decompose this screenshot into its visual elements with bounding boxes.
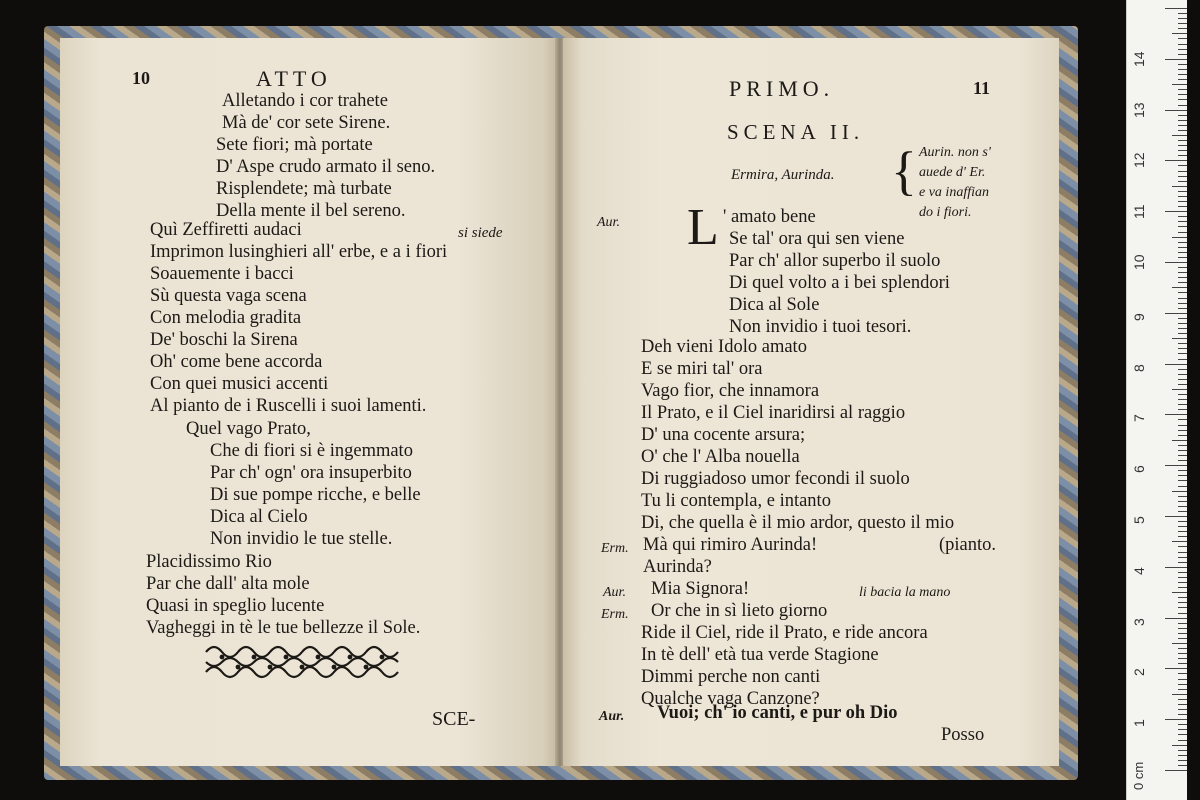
ruler-tick xyxy=(1178,54,1187,55)
ruler-tick xyxy=(1178,267,1187,268)
stage-direction: li bacia la mano xyxy=(859,585,951,600)
ruler-tick xyxy=(1178,546,1187,547)
ruler-number: 9 xyxy=(1131,313,1147,321)
ruler-number: 12 xyxy=(1131,152,1147,169)
speaker-label: Erm. xyxy=(601,541,629,556)
verse-line: Della mente il bel sereno. xyxy=(216,201,406,221)
ruler-tick xyxy=(1178,181,1187,182)
ruler-tick xyxy=(1178,272,1187,273)
ruler-tick xyxy=(1178,303,1187,304)
ruler-tick xyxy=(1178,221,1187,222)
ruler-tick xyxy=(1178,648,1187,649)
verse-line: Oh' come bene accorda xyxy=(150,352,323,372)
ruler-tick xyxy=(1178,379,1187,380)
brace-glyph: { xyxy=(891,141,917,201)
verse-line: Par ch' ogn' ora insuperbito xyxy=(210,463,412,483)
drop-cap: L xyxy=(687,199,719,256)
ruler-tick xyxy=(1172,33,1187,34)
ruler-tick xyxy=(1172,338,1187,339)
ruler-tick xyxy=(1178,445,1187,446)
ruler-tick xyxy=(1178,323,1187,324)
page-header: ATTO xyxy=(256,66,332,91)
ruler-tick xyxy=(1165,618,1187,619)
ruler-tick xyxy=(1178,699,1187,700)
ruler-tick xyxy=(1172,186,1187,187)
ruler-tick xyxy=(1165,8,1187,9)
verse-line: Dica al Cielo xyxy=(210,507,308,527)
ruler-number: 14 xyxy=(1131,51,1147,67)
scene-heading: SCENA II. xyxy=(727,120,865,144)
ruler-tick xyxy=(1178,120,1187,121)
brace-note-line: auede d' Er. xyxy=(919,165,986,180)
verse-line: Alletando i cor trahete xyxy=(222,91,388,111)
ruler-tick xyxy=(1178,155,1187,156)
verse-line: Con melodia gradita xyxy=(150,308,302,328)
ruler-tick xyxy=(1178,653,1187,654)
ruler-tick xyxy=(1165,567,1187,568)
right-page xyxy=(563,38,1059,766)
page-number: 10 xyxy=(132,68,150,88)
ruler-tick xyxy=(1178,552,1187,553)
speaker-label: Aur. xyxy=(599,709,625,724)
ruler-tick xyxy=(1172,84,1187,85)
ruler-tick xyxy=(1165,770,1187,771)
verse-line: D' una cocente arsura; xyxy=(641,425,806,445)
ruler-tick xyxy=(1178,734,1187,735)
ruler-tick xyxy=(1178,140,1187,141)
ruler-tick xyxy=(1178,115,1187,116)
ruler-tick xyxy=(1178,740,1187,741)
ruler-tick xyxy=(1178,531,1187,532)
ruler-tick xyxy=(1178,663,1187,664)
ruler-tick xyxy=(1172,491,1187,492)
verse-line: Posso xyxy=(941,725,985,745)
ruler-tick xyxy=(1178,79,1187,80)
verse-line: Tu li contempla, e intanto xyxy=(641,491,831,511)
verse-line: Vagheggi in tè le tue bellezze il Sole. xyxy=(146,618,421,638)
ruler-tick xyxy=(1178,242,1187,243)
verse-line: Qualche vaga Canzone? xyxy=(641,689,820,709)
ruler-tick xyxy=(1178,475,1187,476)
verse-line: Quì Zeffiretti audaci xyxy=(150,220,302,240)
ruler-tick xyxy=(1178,480,1187,481)
verse-line: Deh vieni Idolo amato xyxy=(641,337,807,357)
ruler-tick xyxy=(1178,298,1187,299)
ruler-tick xyxy=(1178,44,1187,45)
ruler-tick xyxy=(1165,364,1187,365)
ruler-tick xyxy=(1178,145,1187,146)
ruler-tick xyxy=(1178,348,1187,349)
ruler-tick xyxy=(1178,673,1187,674)
ruler-tick xyxy=(1178,353,1187,354)
verse-line: Di quel volto a i bei splendori xyxy=(729,273,950,293)
ruler-tick xyxy=(1178,572,1187,573)
ruler-tick xyxy=(1178,486,1187,487)
verse-line: Risplendete; mà turbate xyxy=(216,179,392,199)
ruler-tick xyxy=(1178,308,1187,309)
ruler-number: 11 xyxy=(1131,204,1147,220)
verse-line: Al pianto de i Ruscelli i suoi lamenti. xyxy=(150,396,427,416)
ruler-tick xyxy=(1165,719,1187,720)
ruler-tick xyxy=(1178,511,1187,512)
ruler-number: 2 xyxy=(1131,668,1147,677)
verse-line: D' Aspe crudo armato il seno. xyxy=(216,157,436,177)
ruler-tick xyxy=(1178,206,1187,207)
ruler-tick xyxy=(1178,760,1187,761)
verse-line: Se tal' ora qui sen viene xyxy=(729,229,905,249)
verse-line: Dica al Sole xyxy=(729,295,820,315)
verse-line: Di ruggiadoso umor fecondi il suolo xyxy=(641,469,910,489)
ruler-tick xyxy=(1178,455,1187,456)
ruler-tick xyxy=(1165,59,1187,60)
ruler-number: 8 xyxy=(1131,363,1147,372)
verse-line: Di sue pompe ricche, e belle xyxy=(210,485,421,505)
ruler-number: 10 xyxy=(1131,254,1147,270)
ruler-tick xyxy=(1178,638,1187,639)
ruler-tick xyxy=(1178,430,1187,431)
ruler-tick xyxy=(1165,313,1187,314)
verse-line: Ride il Ciel, ride il Prato, e ride ancora xyxy=(641,623,928,643)
ruler-tick xyxy=(1178,587,1187,588)
ruler-tick xyxy=(1178,18,1187,19)
ruler-tick xyxy=(1178,49,1187,50)
ruler-tick xyxy=(1178,633,1187,634)
ruler-tick xyxy=(1178,658,1187,659)
ruler-number: 6 xyxy=(1131,465,1147,474)
ruler-tick xyxy=(1178,105,1187,106)
ruler-tick xyxy=(1178,191,1187,192)
ruler-tick xyxy=(1178,176,1187,177)
ruler-tick xyxy=(1178,562,1187,563)
ruler-tick xyxy=(1178,724,1187,725)
ruler-number: 7 xyxy=(1131,414,1147,423)
ruler-tick xyxy=(1178,216,1187,217)
ruler-tick xyxy=(1178,602,1187,603)
speaker-label: Aur. xyxy=(597,215,620,230)
speaker-label: Aur. xyxy=(603,585,626,600)
verse-line: Mà de' cor sete Sirene. xyxy=(222,113,391,133)
ruler-tick xyxy=(1178,226,1187,227)
ruler-tick xyxy=(1178,501,1187,502)
ruler-tick xyxy=(1178,150,1187,151)
ruler-tick xyxy=(1178,577,1187,578)
ruler-tick xyxy=(1172,541,1187,542)
ruler-tick xyxy=(1178,557,1187,558)
ruler-tick xyxy=(1178,684,1187,685)
verse-line: Dimmi perche non canti xyxy=(641,667,821,687)
verse-line: Quasi in speglio lucente xyxy=(146,596,325,616)
verse-line: De' boschi la Sirena xyxy=(150,330,298,350)
brace-note-line: Aurin. non s' xyxy=(919,145,991,160)
ruler-tick xyxy=(1172,135,1187,136)
ruler-tick xyxy=(1178,496,1187,497)
ruler-tick xyxy=(1178,89,1187,90)
ruler-tick xyxy=(1178,13,1187,14)
verse-line: Sete fiori; mà portate xyxy=(216,135,373,155)
ruler-tick xyxy=(1178,165,1187,166)
ruler-tick xyxy=(1172,643,1187,644)
ruler-tick xyxy=(1178,526,1187,527)
ruler-tick xyxy=(1178,74,1187,75)
verse-line: ' amato bene xyxy=(723,207,816,227)
measurement-ruler xyxy=(1126,0,1187,800)
brace-note-line: do i fiori. xyxy=(919,205,972,220)
verse-line: O' che l' Alba nouella xyxy=(641,447,800,467)
verse-line: Par che dall' alta mole xyxy=(146,574,310,594)
ruler-tick xyxy=(1178,460,1187,461)
ruler-tick xyxy=(1178,470,1187,471)
ruler-tick xyxy=(1165,465,1187,466)
ruler-tick xyxy=(1178,247,1187,248)
ruler-tick xyxy=(1178,597,1187,598)
ruler-number: 5 xyxy=(1131,516,1147,524)
ruler-tick xyxy=(1178,333,1187,334)
ruler-tick xyxy=(1178,450,1187,451)
verse-line: Che di fiori si è ingemmato xyxy=(210,441,413,461)
verse-line: Vuoi; ch' io canti, e pur oh Dio xyxy=(657,703,898,723)
ruler-tick xyxy=(1178,607,1187,608)
printer-ornament xyxy=(202,642,400,682)
ruler-tick xyxy=(1165,414,1187,415)
ruler-tick xyxy=(1165,668,1187,669)
ruler-tick xyxy=(1178,679,1187,680)
verse-line: Aurinda? xyxy=(643,557,712,577)
ruler-tick xyxy=(1178,506,1187,507)
verse-line: Quel vago Prato, xyxy=(186,419,311,439)
page-header: PRIMO. xyxy=(729,76,835,101)
ruler-tick xyxy=(1165,110,1187,111)
verse-line: Non invidio i tuoi tesori. xyxy=(729,317,912,337)
ruler-tick xyxy=(1178,64,1187,65)
speaker-label: Erm. xyxy=(601,607,629,622)
verse-line-turnover: (pianto. xyxy=(939,535,997,555)
ruler-tick xyxy=(1178,171,1187,172)
ruler-tick xyxy=(1178,394,1187,395)
ruler-tick xyxy=(1178,419,1187,420)
verse-line: Il Prato, e il Ciel inaridirsi al raggio xyxy=(641,403,906,423)
ruler-tick xyxy=(1172,592,1187,593)
ruler-tick xyxy=(1178,765,1187,766)
verse-line: Or che in sì lieto giorno xyxy=(651,601,828,621)
ruler-tick xyxy=(1178,99,1187,100)
ruler-tick xyxy=(1178,750,1187,751)
ruler-tick xyxy=(1178,201,1187,202)
verse-line: Vago fior, che innamora xyxy=(641,381,820,401)
ruler-tick xyxy=(1165,516,1187,517)
verse-line: Soauemente i bacci xyxy=(150,264,294,284)
page-number: 11 xyxy=(973,78,991,98)
ruler-tick xyxy=(1178,69,1187,70)
ruler-tick xyxy=(1178,623,1187,624)
ruler-tick xyxy=(1178,292,1187,293)
ruler-tick xyxy=(1178,94,1187,95)
verse-line: Di, che quella è il mio ardor, questo il mio xyxy=(641,513,955,533)
ruler-tick xyxy=(1172,237,1187,238)
ruler-tick xyxy=(1178,318,1187,319)
verse-line: In tè dell' età tua verde Stagione xyxy=(641,645,879,665)
ruler-tick xyxy=(1178,409,1187,410)
ruler-tick xyxy=(1178,709,1187,710)
verse-line: Sù questa vaga scena xyxy=(150,286,307,306)
ruler-tick xyxy=(1178,38,1187,39)
ruler-tick xyxy=(1178,384,1187,385)
ruler-tick xyxy=(1172,440,1187,441)
ruler-tick xyxy=(1178,257,1187,258)
character-list: Ermira, Aurinda. xyxy=(731,167,835,183)
verse-line: Placidissimo Rio xyxy=(146,552,272,572)
brace-note-line: e va inaffian xyxy=(919,185,989,200)
ruler-tick xyxy=(1178,277,1187,278)
verse-line: Non invidio le tue stelle. xyxy=(210,529,393,549)
verse-line: Con quei musici accenti xyxy=(150,374,329,394)
ruler-tick xyxy=(1178,714,1187,715)
ruler-tick xyxy=(1178,28,1187,29)
ruler-tick xyxy=(1178,232,1187,233)
catchword: SCE- xyxy=(432,708,476,730)
ruler-number: 4 xyxy=(1131,567,1147,575)
ruler-number: 13 xyxy=(1131,102,1147,118)
ruler-tick xyxy=(1178,582,1187,583)
ruler-tick xyxy=(1178,521,1187,522)
left-page xyxy=(60,38,558,766)
ruler-tick xyxy=(1178,359,1187,360)
ruler-tick xyxy=(1178,282,1187,283)
ruler-tick xyxy=(1178,196,1187,197)
ruler-tick xyxy=(1172,745,1187,746)
ruler-tick xyxy=(1178,130,1187,131)
verse-line: Imprimon lusinghieri all' erbe, e a i fiori xyxy=(150,242,448,262)
verse-line: Mà qui rimiro Aurinda! xyxy=(643,535,818,555)
ruler-tick xyxy=(1172,694,1187,695)
ruler-tick xyxy=(1165,211,1187,212)
ruler-tick xyxy=(1178,435,1187,436)
stage-direction: si siede xyxy=(458,225,503,241)
ruler-tick xyxy=(1178,23,1187,24)
ruler-unit: 0 cm xyxy=(1131,761,1146,790)
ruler-tick xyxy=(1178,252,1187,253)
ruler-tick xyxy=(1178,369,1187,370)
ruler-number: 3 xyxy=(1131,617,1147,626)
ruler-tick xyxy=(1178,404,1187,405)
ruler-tick xyxy=(1178,729,1187,730)
ruler-tick xyxy=(1172,287,1187,288)
ruler-tick xyxy=(1178,425,1187,426)
ruler-tick xyxy=(1178,399,1187,400)
ruler-tick xyxy=(1172,389,1187,390)
ruler-tick xyxy=(1178,689,1187,690)
ruler-tick xyxy=(1178,613,1187,614)
ruler-tick xyxy=(1165,160,1187,161)
verse-line: E se miri tal' ora xyxy=(641,359,763,379)
ruler-tick xyxy=(1178,125,1187,126)
ruler-tick xyxy=(1178,536,1187,537)
verse-line: Mia Signora! xyxy=(651,579,750,599)
ruler-number: 1 xyxy=(1131,719,1147,728)
ruler-tick xyxy=(1165,262,1187,263)
ruler-tick xyxy=(1178,755,1187,756)
ruler-tick xyxy=(1178,704,1187,705)
verse-line: Par ch' allor superbo il suolo xyxy=(729,251,941,271)
ruler-tick xyxy=(1178,628,1187,629)
ruler-tick xyxy=(1178,328,1187,329)
ruler-tick xyxy=(1178,343,1187,344)
ruler-tick xyxy=(1178,374,1187,375)
